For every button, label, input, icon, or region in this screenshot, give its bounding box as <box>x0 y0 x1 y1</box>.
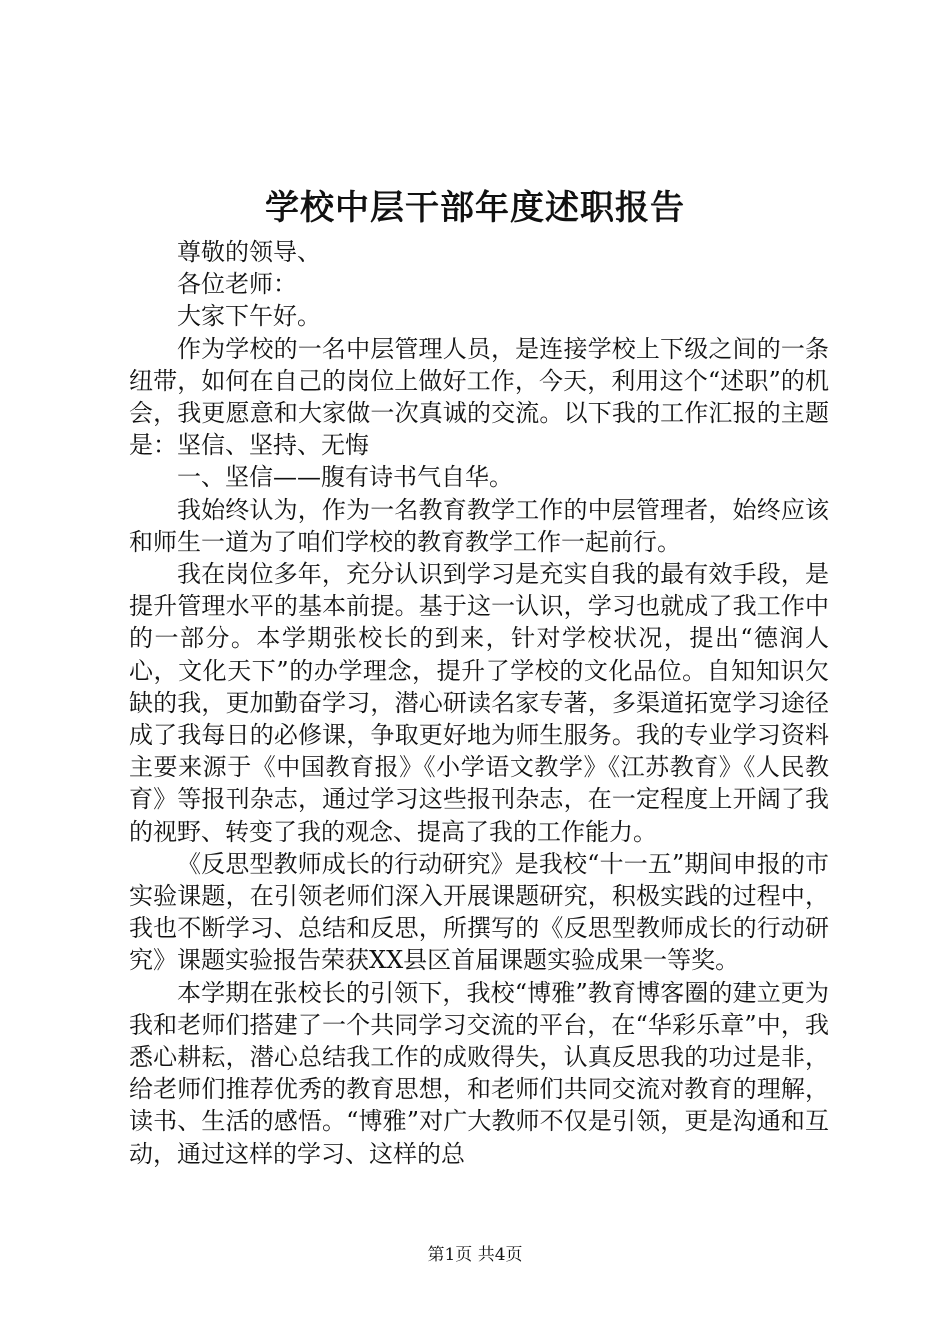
page-footer: 第1页 共4页 <box>427 1245 523 1265</box>
section-heading-1: 一、坚信——腹有诗书气自华。 <box>177 463 513 492</box>
document-title: 学校中层干部年度述职报告 <box>265 188 685 228</box>
document-body <box>129 236 829 1170</box>
paragraph-blog: 本学期在张校长的引领下，我校“博雅”教育博客圈的建立更为我和老师们搭建了一个共同学习交流的平台，在“华彩乐章”中，我悉心耕耘，潜心总结我工作的成败得失，认真反思我的功过是非，给老师们推荐优秀的教育思想，和老师们共同交流对教育的理解，读书、生活的感悟。“博雅”对广大教师不仅是引领，更是沟通和互动，通过这样的学习、这样的总 <box>129 978 829 1168</box>
salutation-line-2: 各位老师： <box>177 270 297 299</box>
paragraph-belief: 我始终认为，作为一名教育教学工作的中层管理者，始终应该和师生一道为了咱们学校的教育教学工作一起前行。 <box>129 495 829 556</box>
greeting-line: 大家下午好。 <box>177 302 321 331</box>
paragraph-research: 《反思型教师成长的行动研究》是我校“十一五”期间申报的市实验课题，在引领老师们深入开展课题研究，积极实践的过程中，我也不断学习、总结和反思，所撰写的《反思型教师成长的行动研究》课题实验报告荣获XX县区首届课题实验成果一等奖。 <box>129 849 829 975</box>
paragraph-learning: 我在岗位多年，充分认识到学习是充实自我的最有效手段，是提升管理水平的基本前提。基于这一认识，学习也就成了我工作中的一部分。本学期张校长的到来，针对学校状况，提出“德润人心，文化天下”的办学理念，提升了学校的文化品位。自知知识欠缺的我，更加勤奋学习，潜心研读名家专著，多渠道拓宽学习途径成了我每日的必修课，争取更好地为师生服务。我的专业学习资料主要来源于《中国教育报》《小学语文教学》《江苏教育》《人民教育》等报刊杂志，通过学习这些报刊杂志，在一定程度上开阔了我的视野、转变了我的观念、提高了我的工作能力。 <box>129 560 829 846</box>
salutation-line-1: 尊敬的领导、 <box>177 238 321 266</box>
paragraph-intro: 作为学校的一名中层管理人员，是连接学校上下级之间的一条纽带，如何在自己的岗位上做好工作，今天，利用这个“述职”的机会，我更愿意和大家做一次真诚的交流。以下我的工作汇报的主题是：坚信、坚持、无悔 <box>129 334 829 460</box>
